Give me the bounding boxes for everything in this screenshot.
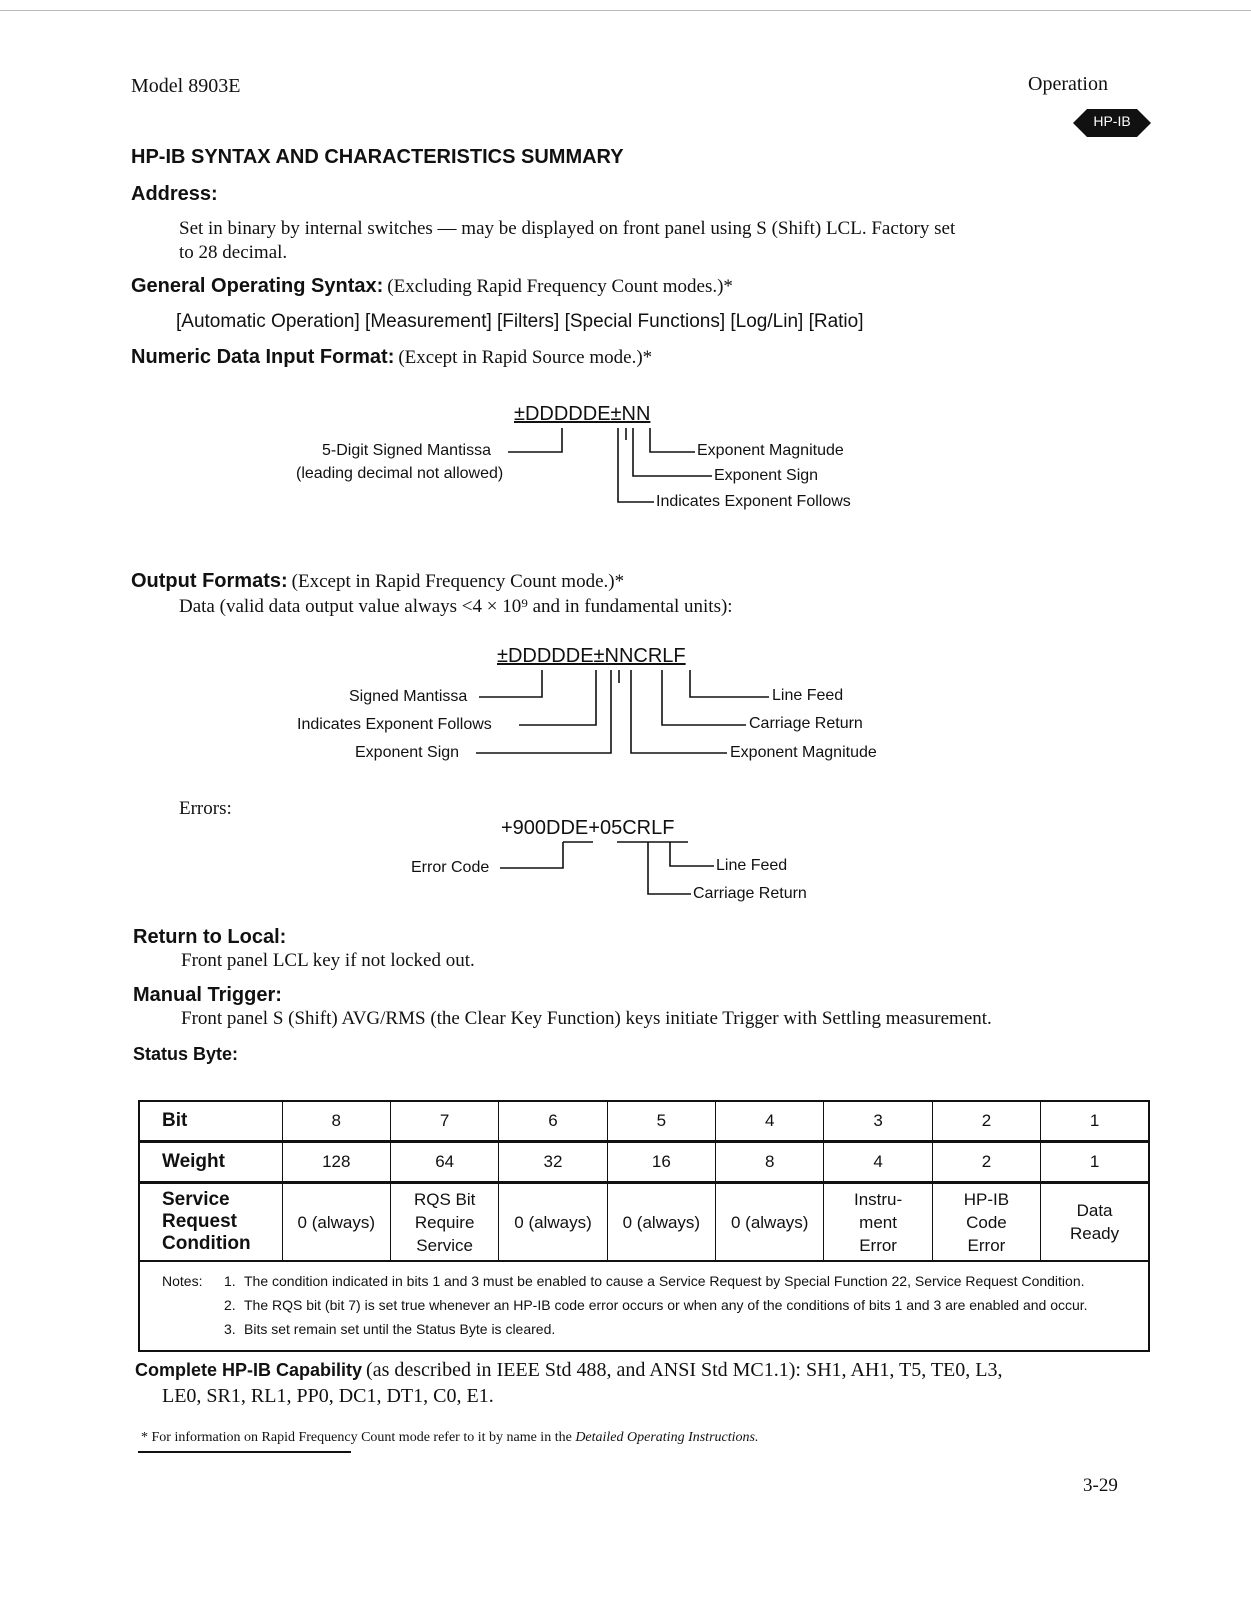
- table-row-bit: [139, 1101, 1149, 1142]
- numeric-format-string: ±DDDDDE±NN: [514, 403, 651, 425]
- row-header-bit: Bit: [139, 1101, 282, 1142]
- condition-cell: [932, 1183, 1040, 1262]
- bit-cell: 4: [716, 1101, 824, 1142]
- numeric-heading: Numeric Data Input Format:: [131, 346, 395, 368]
- numeric-exp-follows-label: Indicates Exponent Follows: [656, 493, 851, 510]
- page-number: 3-29: [1083, 1475, 1118, 1496]
- output-data-line: Data (valid data output value always <4 × 10⁹ and in fundamental units):: [179, 596, 733, 617]
- condition-cell-text: HP-IB Code Error: [963, 1189, 1010, 1255]
- hpib-badge-label: HP-IB: [1093, 113, 1131, 129]
- output-heading: Output Formats:: [131, 570, 288, 592]
- weight-cell: 16: [607, 1142, 715, 1183]
- capability-text-1: (as described in IEEE Std 488, and ANSI Std MC1.1): SH1, AH1, T5, TE0, L3,: [366, 1359, 1003, 1381]
- bit-cell: 5: [607, 1101, 715, 1142]
- note-text: Bits set remain set until the Status Byte is cleared.: [244, 1321, 556, 1337]
- footnote-text: * For information on Rapid Frequency Count mode refer to it by name in the: [141, 1430, 572, 1445]
- condition-cell: 0 (always): [499, 1183, 607, 1262]
- condition-cell: [824, 1183, 932, 1262]
- note-item: [162, 1296, 1130, 1314]
- numeric-exp-sign-label: Exponent Sign: [714, 467, 819, 484]
- bit-cell: 7: [390, 1101, 498, 1142]
- notes-cell: [139, 1261, 1149, 1351]
- output-carriage-return: Carriage Return: [749, 715, 863, 732]
- table-row-notes: [139, 1261, 1149, 1351]
- section-label: Operation: [1028, 73, 1108, 95]
- bit-cell: 2: [932, 1101, 1040, 1142]
- note-number: 2.: [224, 1297, 236, 1313]
- note-text: The RQS bit (bit 7) is set true whenever an HP-IB code error occurs or when any of the conditions of bits 1 and 3 are enabled and occur.: [244, 1297, 1088, 1313]
- errors-line-feed: Line Feed: [716, 857, 788, 874]
- bit-cell: 1: [1041, 1101, 1149, 1142]
- weight-cell: 128: [282, 1142, 390, 1183]
- weight-cell: 4: [824, 1142, 932, 1183]
- numeric-note: (Except in Rapid Source mode.)*: [398, 347, 653, 368]
- status-byte-table: [138, 1100, 1150, 1352]
- address-heading: Address:: [131, 183, 218, 205]
- note-number: 3.: [224, 1321, 236, 1337]
- status-byte-heading: Status Byte:: [133, 1044, 239, 1064]
- page-title: HP-IB SYNTAX AND CHARACTERISTICS SUMMARY: [131, 146, 624, 168]
- output-exp-sign: Exponent Sign: [355, 744, 460, 761]
- weight-cell: 8: [716, 1142, 824, 1183]
- output-exp-follows: Indicates Exponent Follows: [297, 716, 492, 733]
- return-local-heading: Return to Local:: [133, 926, 287, 948]
- return-local-text: Front panel LCL key if not locked out.: [181, 950, 475, 971]
- address-text-1: Set in binary by internal switches — may be displayed on front panel using S (Shift) LCL. Factory set: [179, 218, 956, 239]
- bit-cell: 3: [824, 1101, 932, 1142]
- capability-line-1: [135, 1358, 1003, 1382]
- condition-cell: 0 (always): [607, 1183, 715, 1262]
- condition-cell: [390, 1183, 498, 1262]
- errors-format-string: +900DDE+05CRLF: [501, 817, 675, 839]
- numeric-exp-mag-label: Exponent Magnitude: [697, 442, 844, 459]
- weight-cell: 64: [390, 1142, 498, 1183]
- general-note: (Excluding Rapid Frequency Count modes.)*: [387, 276, 733, 297]
- errors-label: Errors:: [179, 798, 232, 819]
- table-row-condition: [139, 1183, 1149, 1262]
- weight-cell: 1: [1041, 1142, 1149, 1183]
- row-header-weight: Weight: [139, 1142, 282, 1183]
- condition-cell-text: Instru- ment Error: [853, 1189, 903, 1255]
- errors-error-code: Error Code: [411, 859, 490, 876]
- output-format-string: ±DDDDDE±NNCRLF: [497, 645, 686, 667]
- address-text-2: to 28 decimal.: [179, 242, 288, 263]
- output-line-feed: Line Feed: [772, 687, 844, 704]
- row-header-condition-text: Service Request Condition: [162, 1189, 251, 1254]
- condition-cell: 0 (always): [716, 1183, 824, 1262]
- row-header-condition: [139, 1183, 282, 1262]
- manual-trigger-text: Front panel S (Shift) AVG/RMS (the Clear Key Function) keys initiate Trigger with Settling measurement.: [181, 1008, 992, 1029]
- note-item: [162, 1272, 1130, 1290]
- output-exp-mag: Exponent Magnitude: [730, 744, 877, 761]
- notes-label: Notes:: [162, 1273, 203, 1289]
- footnote-italic: Detailed Operating Instructions.: [575, 1430, 759, 1445]
- note-item: [162, 1320, 1130, 1338]
- footnote: [141, 1430, 758, 1446]
- weight-cell: 32: [499, 1142, 607, 1183]
- output-signed-mantissa: Signed Mantissa: [349, 688, 468, 705]
- model-label: Model 8903E: [131, 75, 241, 97]
- bit-cell: 8: [282, 1101, 390, 1142]
- bit-cell: 6: [499, 1101, 607, 1142]
- general-syntax: [Automatic Operation] [Measurement] [Filters] [Special Functions] [Log/Lin] [Ratio]: [176, 311, 864, 332]
- condition-cell-text: Data Ready: [1069, 1201, 1120, 1243]
- numeric-mantissa-note: (leading decimal not allowed): [296, 465, 504, 482]
- note-text: The condition indicated in bits 1 and 3 must be enabled to cause a Service Request by Special Function 22, Service Request Condition.: [244, 1273, 1085, 1289]
- note-number: 1.: [224, 1273, 236, 1289]
- condition-cell-text: RQS Bit Require Service: [413, 1189, 476, 1255]
- capability-heading: Complete HP-IB Capability: [135, 1360, 363, 1380]
- weight-cell: 2: [932, 1142, 1040, 1183]
- footnote-rule: [138, 1451, 351, 1453]
- manual-trigger-heading: Manual Trigger:: [133, 984, 282, 1006]
- errors-carriage-return: Carriage Return: [693, 885, 807, 902]
- general-heading: General Operating Syntax:: [131, 275, 384, 297]
- capability-text-2: LE0, SR1, RL1, PP0, DC1, DT1, C0, E1.: [162, 1385, 494, 1407]
- table-row-weight: [139, 1142, 1149, 1183]
- numeric-mantissa-label: 5-Digit Signed Mantissa: [322, 442, 491, 459]
- condition-cell: [1041, 1183, 1149, 1262]
- output-note: (Except in Rapid Frequency Count mode.)*: [291, 571, 625, 592]
- condition-cell: 0 (always): [282, 1183, 390, 1262]
